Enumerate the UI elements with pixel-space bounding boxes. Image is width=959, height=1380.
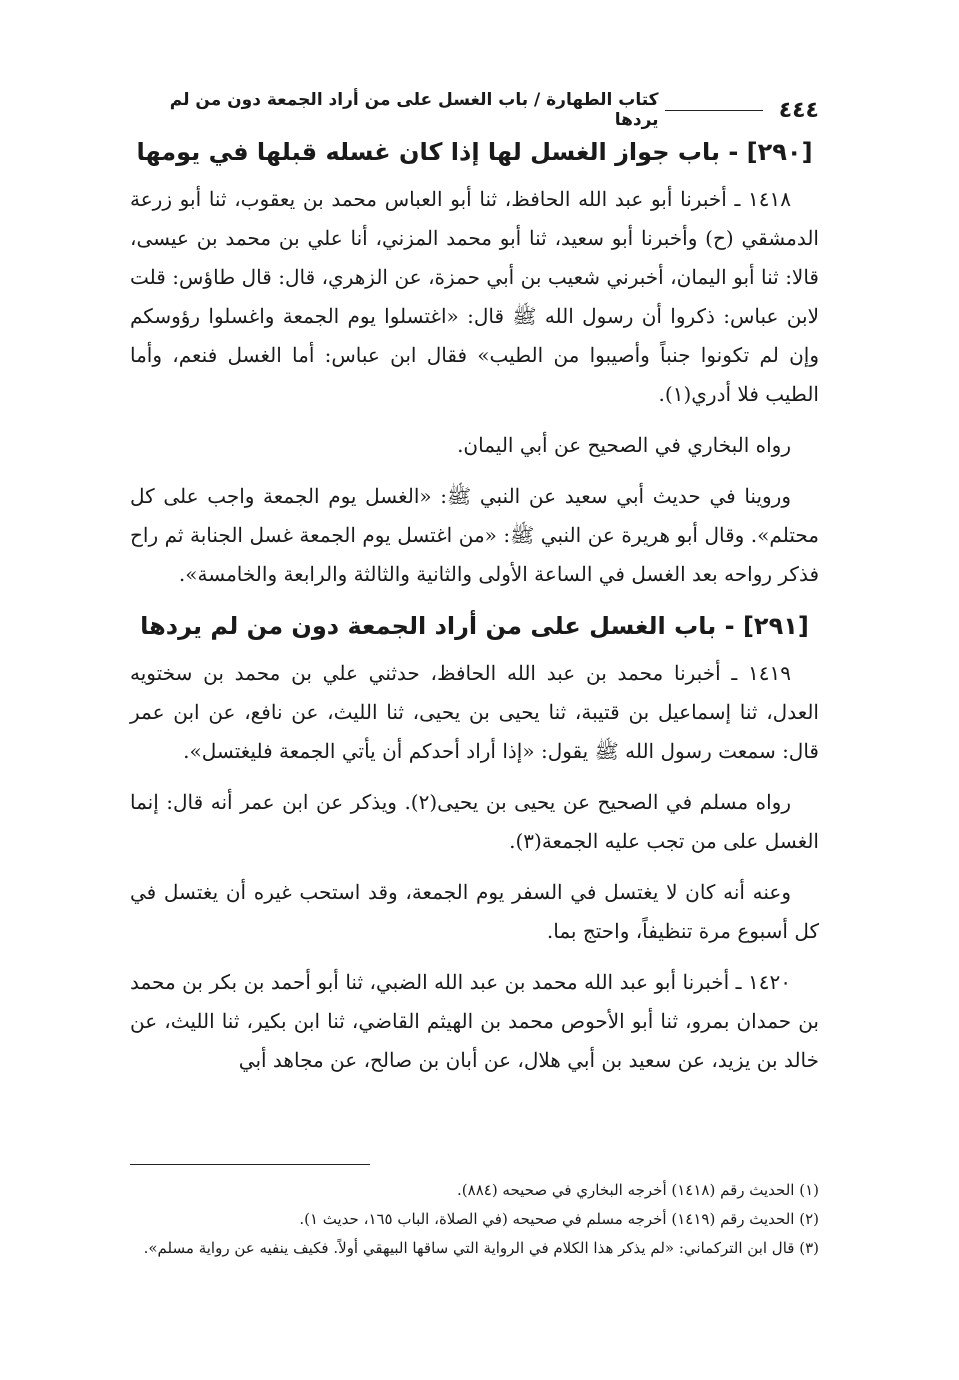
paragraph-bukhari-note: رواه البخاري في الصحيح عن أبي اليمان.: [457, 433, 791, 457]
footnote-2: (٢) الحديث رقم (١٤١٩) أخرجه مسلم في صحيحه (في الصلاة، الباب ١٦٥، حديث ١).: [299, 1210, 819, 1228]
hadith-1420: ١٤٢٠ ـ أخبرنا أبو عبد الله محمد بن عبد الله الضبي، ثنا أبو أحمد بن بكر بن محمد بن حمدان بمرو، ثنا أبو الأحوص محمد بن الهيثم القاضي، ثنا ابن بكير، ثنا الليث، عن خالد بن يزيد، عن سعيد بن أبي هلال، عن أبان بن صالح، عن مجاهد أبي: [130, 970, 819, 1072]
hadith-1419: ١٤١٩ ـ أخبرنا محمد بن عبد الله الحافظ، حدثني علي بن محمد بن سختويه العدل، ثنا إسماعيل بن قتيبة، ثنا يحيى بن يحيى، ثنا الليث، عن نافع، عن ابن عمر قال: سمعت رسول الله ﷺ يقول: «إذا أراد أحدكم أن يأتي الجمعة فليغتسل».: [130, 661, 819, 763]
section-title-291: [٢٩١] - باب الغسل على من أراد الجمعة دون من لم يردها: [140, 612, 809, 640]
footnote-3: (٣) قال ابن التركماني: «لم يذكر هذا الكلام في الرواية التي ساقها البيهقي أولاً. فكيف ينفيه عن رواية مسلم».: [143, 1239, 819, 1257]
hadith-1418: ١٤١٨ ـ أخبرنا أبو عبد الله الحافظ، ثنا أبو العباس محمد بن يعقوب، ثنا أبو زرعة الدمشقي (ح) وأخبرنا أبو سعيد، ثنا أبو محمد المزني، أنا علي بن محمد بن عيسى، قالا: ثنا أبو اليمان، أخبرني شعيب بن أبي حمزة، عن الزهري، قال: قال طاؤس: قلت لابن عباس: ذكروا أن رسول الله ﷺ قال: «اغتسلوا يوم الجمعة واغسلوا رؤوسكم وإن لم تكونوا جنباً وأصيبوا من الطيب» فقال ابن عباس: أما الغسل فنعم، وأما الطيب فلا أدري(١).: [130, 187, 819, 406]
header-rule: [665, 110, 763, 111]
footnote-1: (١) الحديث رقم (١٤١٨) أخرجه البخاري في صحيحه (٨٨٤).: [457, 1181, 819, 1199]
running-header: [130, 88, 819, 132]
running-title: كتاب الطهارة / باب الغسل على من أراد الجمعة دون من لم يردها: [169, 90, 659, 130]
page-number: ٤٤٤: [778, 97, 819, 123]
footnotes: [130, 1176, 819, 1263]
section-title-290: [٢٩٠] - باب جواز الغسل لها إذا كان غسله قبلها في يومها: [136, 138, 813, 166]
paragraph-muslim-note: رواه مسلم في الصحيح عن يحيى بن يحيى(٢). ويذكر عن ابن عمر أنه قال: إنما الغسل على من تجب عليه الجمعة(٣).: [130, 790, 819, 853]
paragraph-ibn-umar-travel: وعنه أنه كان لا يغتسل في السفر يوم الجمعة، وقد استحب غيره أن يغتسل في كل أسبوع مرة تنظيفاً، واحتج بما.: [130, 880, 819, 943]
paragraph-abu-said: وروينا في حديث أبي سعيد عن النبي ﷺ: «الغسل يوم الجمعة واجب على كل محتلم». وقال أبو هريرة عن النبي ﷺ: «من اغتسل يوم الجمعة غسل الجنابة ثم راح فذكر رواحه بعد الغسل في الساعة الأولى والثانية والثالثة والرابعة والخامسة».: [130, 484, 819, 586]
footnote-rule: [130, 1164, 370, 1165]
